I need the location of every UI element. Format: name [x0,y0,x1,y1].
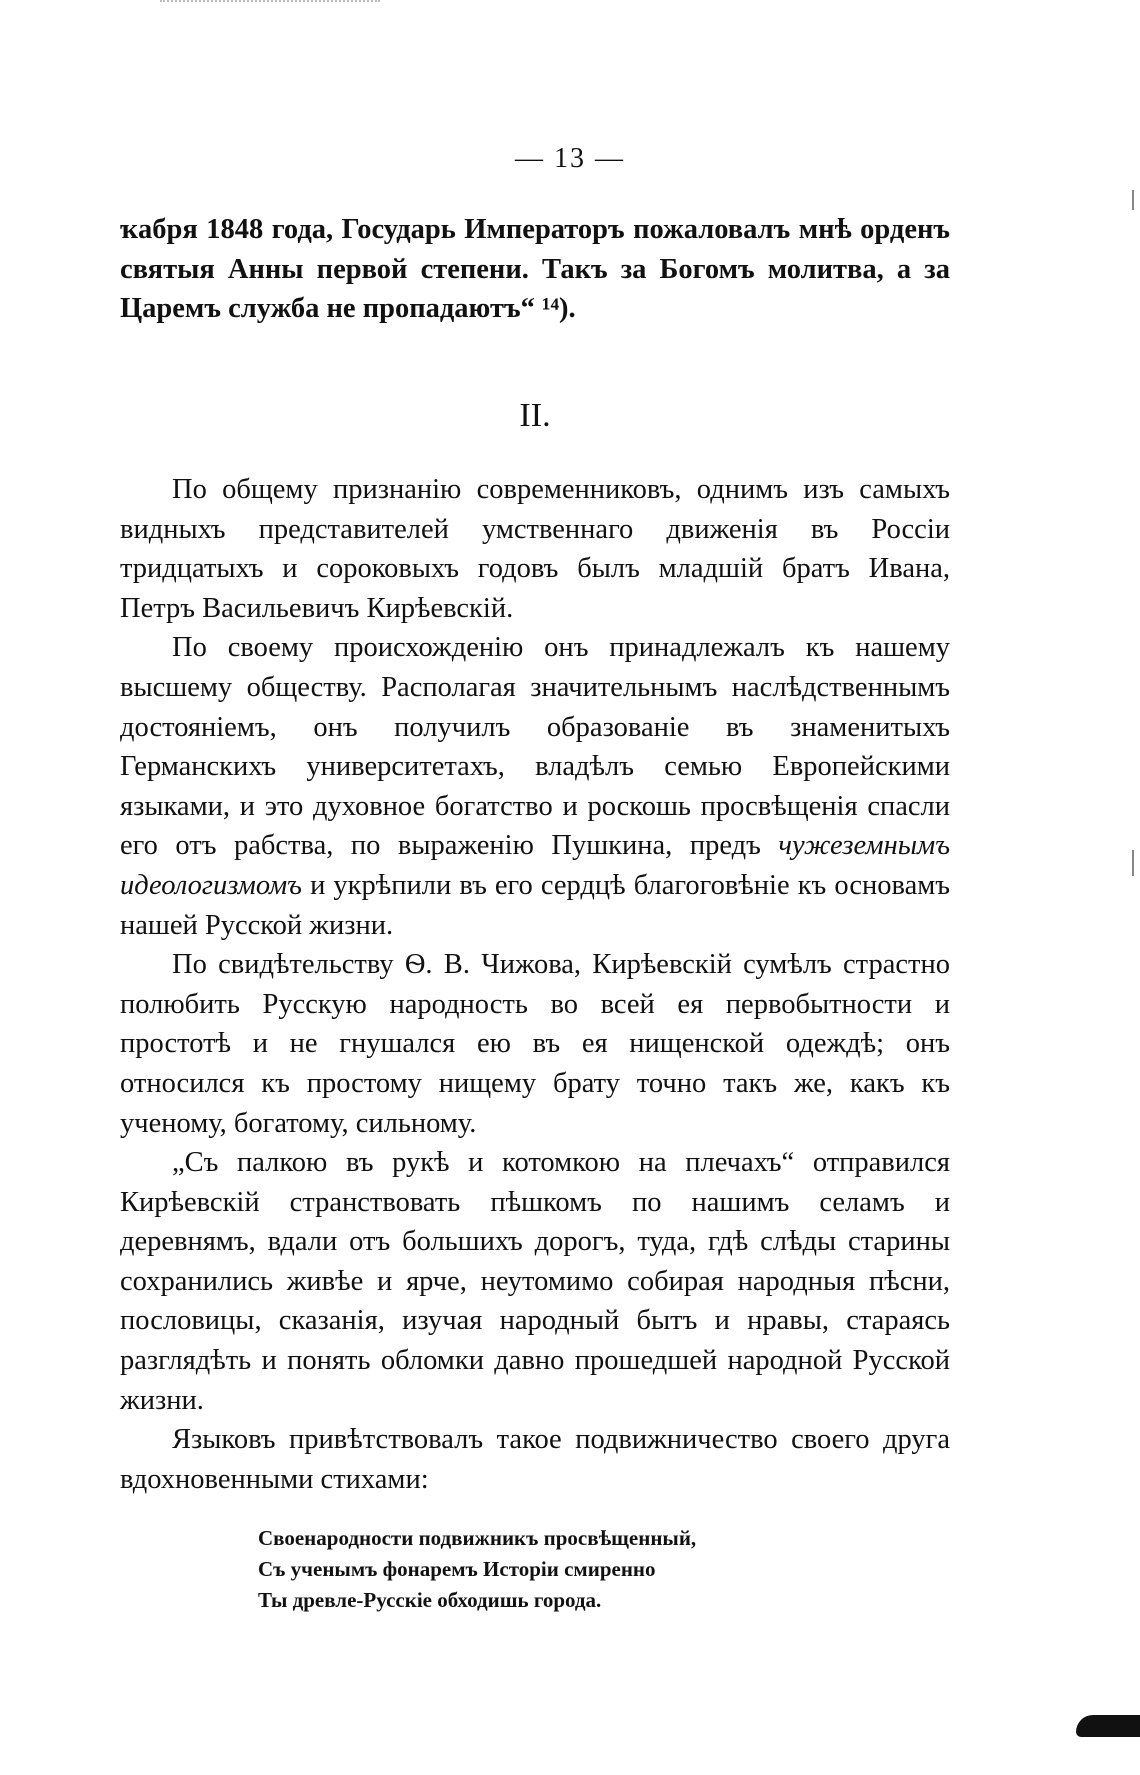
paragraph-2 [120,628,950,945]
paragraph-2-tail: и укрѣпили въ его сердцѣ благоговѣніе къ основамъ нашей Русской жизни. [120,869,950,941]
paragraph-1: По общему признанію современниковъ, однимъ изъ самыхъ видныхъ представителей умственнаго движенія въ Россіи тридцатыхъ и сороковыхъ годовъ былъ младшій братъ Ивана, Петръ Васильевичъ Кирѣевскій. [120,474,950,624]
section-heading: II. [519,397,551,434]
verse-quote [258,1523,696,1616]
carryover-paragraph [120,210,950,329]
verse-line: Ты древле-Русскіе обходишь города. [258,1588,602,1612]
right-edge-mark [1132,190,1134,210]
top-edge-marks [160,0,380,4]
verse-line: Своенародности подвижникъ просвѣщенный, [258,1526,697,1550]
paragraph-2-text: По своему происхожденію онъ принадлежалъ къ нашему высшему обществу. Располагая значительнымъ наслѣдственнымъ достояніемъ, онъ получилъ образованіе въ знаменитыхъ Германскихъ университетахъ, владѣлъ семью Европейскими языками, и это духовное богатство и роскошь просвѣщенія спасли его отъ рабства, по выраженію Пушкина, предъ [120,632,950,862]
ink-blot [1076,1715,1140,1737]
paragraph-2-italic: чужеземнымъ идеологизмомъ [120,830,950,901]
paragraph-4: „Съ палкою въ рукѣ и котомкою на плечахъ“ отправился Кирѣевскій странствовать пѣшкомъ по нашимъ селамъ и деревнямъ, вдали отъ большихъ дорогъ, туда, гдѣ слѣды старины сохранились живѣе и ярче, неутомимо собирая народныя пѣсни, пословицы, сказанія, изучая народный бытъ и нравы, стараясь разглядѣть и понять обломки давно прошедшей народной Русской жизни. [120,1147,950,1416]
paragraph-3: По свидѣтельству Ѳ. В. Чижова, Кирѣевскій сумѣлъ страстно полюбить Русскую народность во всей ея первобытности и простотѣ и не гнушался ею въ ея нищенской одеждѣ; онъ относился къ простому нищему брату точно такъ же, какъ къ ученому, богатому, сильному. [120,949,950,1139]
body-text [120,470,950,1499]
verse-line: Съ ученымъ фонаремъ Исторіи смиренно [258,1557,656,1581]
paragraph-5: Языковъ привѣтствовалъ такое подвижничество своего друга вдохновенными стихами: [120,1424,950,1495]
page-number: — 13 — [515,143,625,174]
carryover-text: ҡабря 1848 года, Государь Императоръ пожаловалъ мнѣ орденъ святыя Анны первой степени. Такъ за Богомъ молитва, а за Царемъ служба не пропадаютъ“ ¹⁴). [120,214,950,325]
right-edge-mark [1132,850,1134,876]
